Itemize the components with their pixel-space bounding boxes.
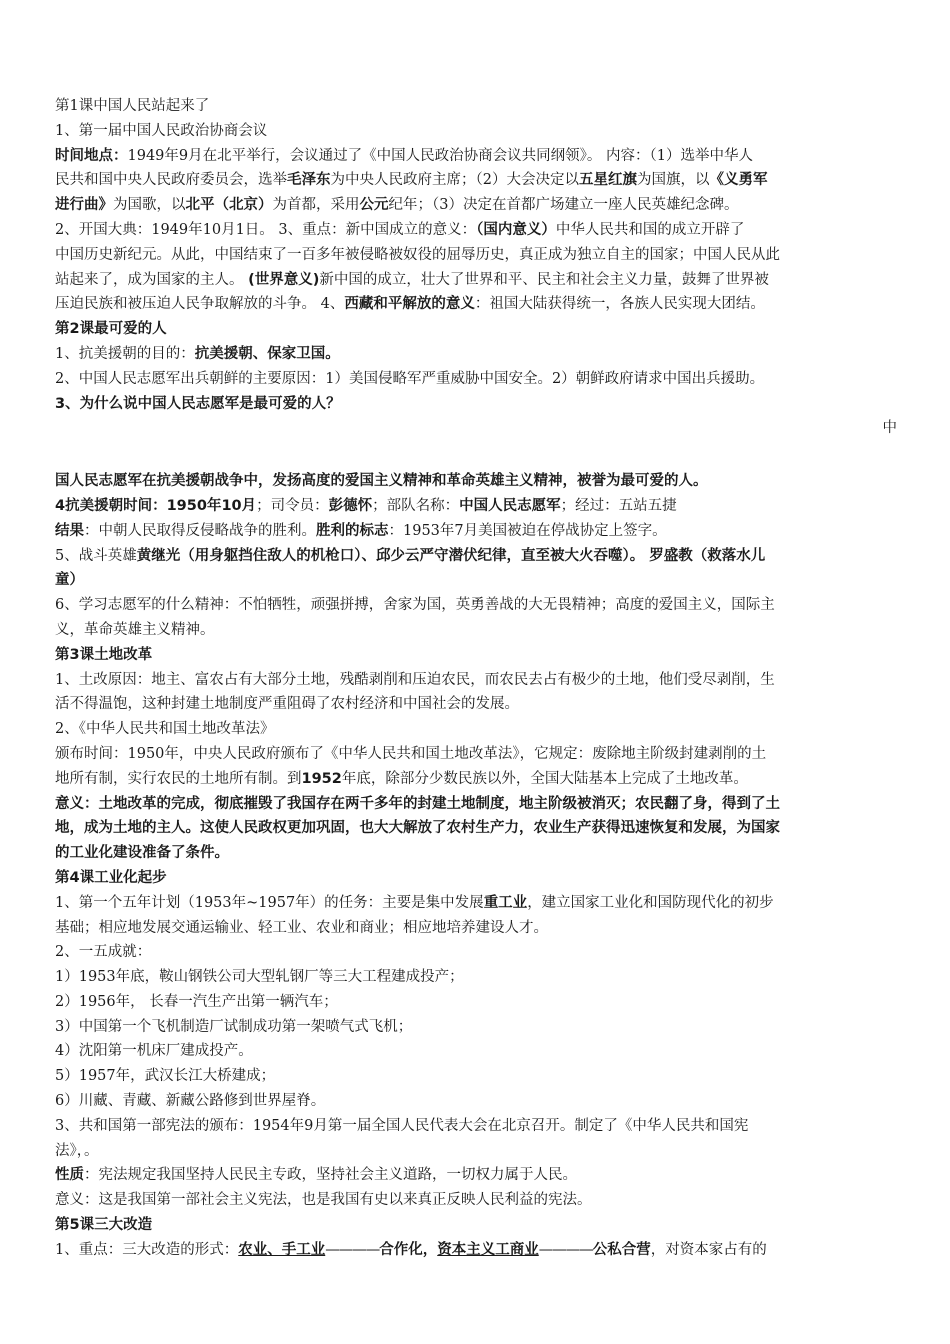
text: 为首都，采用 [272, 197, 360, 214]
commander: 彭德怀 [328, 497, 373, 514]
purpose: 抗美援朝、保家卫国。 [194, 345, 340, 362]
five-year-plan-line-2: 基础；相应地发展交通运输业、轻工业、农业和商业；相应地培养建设人才。 [55, 919, 548, 936]
victory-label: 胜利的标志 [316, 522, 389, 539]
achievements-title: 2、一五成就： [55, 944, 152, 961]
text: 站起来了，成为国家的主人。 [55, 271, 249, 288]
war-time-line [55, 494, 897, 519]
achievement-1: 1）1953年底，鞍山钢铁公司大型轧钢厂等三大工程建成投产； [55, 969, 464, 986]
achievement-3: 3）中国第一个飞机制造厂试制成功第一架喷气式飞机； [55, 1018, 413, 1035]
founding-line-4 [55, 292, 897, 317]
anthem-name: 《义勇军 [709, 172, 768, 189]
year-1952: 1952 [301, 770, 342, 787]
founding-line-3 [55, 268, 897, 293]
world-significance-label: (世界意义) [248, 271, 320, 288]
lesson-3-title: 第3课土地改革 [55, 646, 153, 663]
lesson-2-point-3: 3、为什么说中国人民志愿军是最可爱的人？ [55, 395, 341, 412]
tibet-significance-label: 西藏和平解放的意义 [344, 296, 475, 313]
text: 为中央人民政府主席；（2）大会决定以 [330, 172, 579, 189]
constitution-nature [55, 1163, 897, 1188]
text: 纪年；（3）决定在首都广场建立一座人民英雄纪念碑。 [388, 197, 739, 214]
war-time: 4抗美援朝时间：1950年10月 [55, 497, 257, 514]
text: 中华人民共和国的成立开辟了 [555, 221, 745, 238]
five-star-flag: 五星红旗 [578, 172, 637, 189]
land-meaning-line-2: 地，成为土地的主人。这使人民政权更加巩固，也大大解放了农村生产力，农业生产获得迅速恢复和发展，为国家 [55, 820, 780, 837]
cppcc-paragraph-line-1 [55, 144, 897, 169]
lesson-2-point-2: 2、中国人民志愿军出兵朝鲜的主要原因：1）美国侵略军严重威胁中国安全。2）朝鲜政府请求中国出兵援助。 [55, 370, 765, 387]
lesson-4-title: 第4课工业化起步 [55, 869, 167, 886]
lesson-2-point-1 [55, 342, 897, 367]
spirit-line-1: 6、学习志愿军的什么精神：不怕牺牲，顽强拼搏，舍家为国，英勇善战的大无畏精神；高度的爱国主义，国际主 [55, 597, 775, 614]
text: 1、抗美援朝的目的： [55, 345, 195, 362]
spirit-line-2: 义，革命英雄主义精神。 [55, 621, 215, 638]
text: 新中国的成立，壮大了世界和平、民主和社会主义力量，鼓舞了世界被 [319, 271, 769, 288]
land-law-title: 2、《中华人民共和国土地改革法》 [55, 721, 275, 738]
orphan-char: 中 [882, 420, 897, 437]
land-law-line-2 [55, 767, 897, 792]
text: 1949年9月在北平举行，会议通过了《中国人民政治协商会议共同纲领》。 内容：（1）选举中华人 [127, 147, 753, 164]
capitalist-industry: 资本主义工商业 [437, 1241, 539, 1258]
spacer [55, 441, 897, 469]
transformation-line [55, 1238, 897, 1263]
heroes-line-2: 童） [55, 572, 84, 589]
text: ，建立国家工业化和国防现代化的初步 [527, 894, 774, 911]
land-meaning-line-1: 意义：土地改革的完成，彻底摧毁了我国存在两千多年的封建土地制度，地主阶级被消灭；农民翻了身，得到了土 [55, 795, 780, 812]
lesson-2-answer: 国人民志愿军在抗美援朝战争中，发扬高度的爱国主义精神和革命英雄主义精神，被誉为最可爱的人。 [55, 473, 708, 490]
text: 2、开国大典：1949年10月1日。 3、重点：新中国成立的意义： [55, 221, 477, 238]
constitution-meaning: 意义：这是我国第一部社会主义宪法，也是我国有史以来真正反映人民利益的宪法。 [55, 1192, 592, 1209]
lesson-5-title: 第5课三大改造 [55, 1217, 153, 1234]
text: ；部队名称： [372, 497, 460, 514]
text: 1、重点：三大改造的形式： [55, 1241, 239, 1258]
five-year-plan-line-1 [55, 891, 897, 916]
heroes-line-1 [55, 544, 897, 569]
text: 为国歌，以 [113, 197, 186, 214]
nature-label: 性质 [55, 1167, 84, 1184]
cppcc-paragraph-line-2 [55, 168, 897, 193]
dash: ———— [538, 1241, 593, 1258]
cooperation: 合作化， [379, 1241, 438, 1258]
achievement-4: 4）沈阳第一机床厂建成投产。 [55, 1043, 253, 1060]
text: ；司令员： [256, 497, 329, 514]
land-reason-line-2: 活不得温饱，这种封建土地制度严重阻碍了农村经济和中国社会的发展。 [55, 696, 519, 713]
lesson-2-title: 第2课最可爱的人 [55, 321, 167, 338]
text: 5、战斗英雄 [55, 547, 137, 564]
land-meaning-line-3: 的工业化建设准备了条件。 [55, 845, 229, 862]
mao-zedong: 毛泽东 [287, 172, 331, 189]
text: 民共和国中央人民政府委员会，选举 [55, 172, 287, 189]
calendar: 公元 [359, 197, 389, 214]
lesson-1-point-1: 1、第一届中国人民政治协商会议 [55, 122, 268, 139]
text: 1、第一个五年计划（1953年~1957年）的任务：主要是集中发展 [55, 894, 484, 911]
text: 年底，除部分少数民族以外，全国大陆基本上完成了土地改革。 [341, 770, 748, 787]
anthem-name-cont: 进行曲》 [55, 197, 113, 214]
dash: ———— [325, 1241, 380, 1258]
document-page [55, 94, 897, 1263]
time-place-label: 时间地点： [55, 147, 128, 164]
text: 为国旗，以 [636, 172, 710, 189]
constitution-line-2: 法》，。 [55, 1142, 99, 1159]
land-reason-line-1: 1、土改原因：地主、富农占有大部分土地，残酷剥削和压迫农民，而农民去占有极少的土地，他们受尽剥削，生 [55, 671, 775, 688]
land-law-line-1: 颁布时间：1950年，中央人民政府颁布了《中华人民共和国土地改革法》，它规定：废除地主阶级封建剥削的土 [55, 745, 767, 762]
achievement-6: 6）川藏、青藏、新藏公路修到世界屋脊。 [55, 1093, 326, 1110]
founding-line-1 [55, 218, 897, 243]
war-result-line [55, 519, 897, 544]
text: 地所有制，实行农民的土地所有制。到 [55, 770, 302, 787]
heroes: 黄继光（用身躯挡住敌人的机枪口）、邱少云严守潜伏纪律，直至被大火吞噬）。 罗盛教（救落水儿 [136, 547, 766, 564]
result-label: 结果 [55, 522, 84, 539]
founding-line-2: 中国历史新纪元。从此，中国结束了一百多年被侵略被奴役的屈辱历史，真正成为独立自主的国家；中国人民从此 [55, 246, 780, 263]
text: ：1953年7月美国被迫在停战协定上签字。 [388, 522, 667, 539]
text: ：祖国大陆获得统一，各族人民实现大团结。 [474, 296, 765, 313]
constitution-line-1: 3、共和国第一部宪法的颁布：1954年9月第一届全国人民代表大会在北京召开。制定了《中华人民共和国宪 [55, 1117, 749, 1134]
domestic-significance-label: （国内意义） [476, 221, 556, 238]
lesson-1-title: 第1课中国人民站起来了 [55, 98, 210, 114]
army-name: 中国人民志愿军 [459, 497, 561, 514]
heavy-industry: 重工业 [483, 894, 528, 911]
text: ：宪法规定我国坚持人民民主专政，坚持社会主义道路，一切权力属于人民。 [84, 1167, 577, 1184]
text: ；经过：五站五捷 [560, 497, 677, 514]
agriculture-handicraft: 农业、手工业 [238, 1241, 326, 1258]
text: ：中朝人民取得反侵略战争的胜利。 [84, 522, 316, 539]
text: 压迫民族和被压迫人民争取解放的斗争。 4、 [55, 296, 345, 313]
cppcc-paragraph-line-3 [55, 193, 897, 218]
text: ，对资本家占有的 [650, 1241, 767, 1258]
capital: 北平（北京） [185, 197, 273, 214]
public-private: 公私合营 [592, 1241, 651, 1258]
achievement-5: 5）1957年，武汉长江大桥建成； [55, 1068, 276, 1085]
achievement-2: 2）1956年， 长春一汽生产出第一辆汽车； [55, 993, 338, 1010]
